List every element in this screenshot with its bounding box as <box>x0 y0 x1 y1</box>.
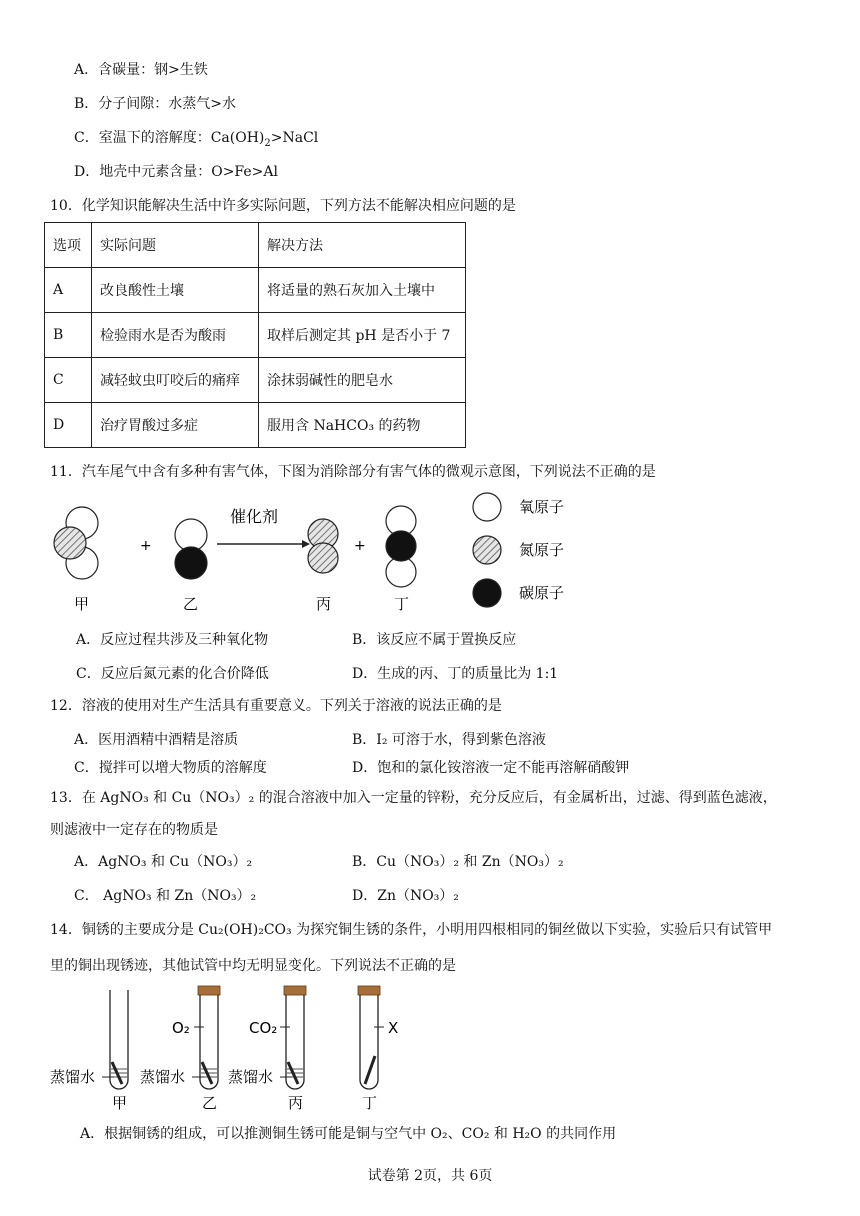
table-row <box>45 358 466 403</box>
table-cell: 减轻蚊虫叮咬后的痛痒 <box>92 358 259 403</box>
water-label: 蒸馏水 <box>228 1068 274 1086</box>
tube-label: 乙 <box>202 1094 218 1112</box>
test-tube-jia <box>110 990 128 1089</box>
q13-option-a: A．AgNO₃ 和 Cu（NO₃）₂ <box>74 854 253 870</box>
q11-option-b: B．该反应不属于置换反应 <box>352 632 517 648</box>
q12-option-a: A．医用酒精中酒精是溶质 <box>74 732 239 748</box>
table-header-row <box>45 223 466 268</box>
molecule-yi <box>175 519 207 579</box>
table-cell: 检验雨水是否为酸雨 <box>92 313 259 358</box>
q12-option-c: C．搅拌可以增大物质的溶解度 <box>74 760 267 776</box>
q9-option-a: A．含碳量：钢>生铁 <box>74 62 208 78</box>
table-cell: 涂抹弱碱性的肥皂水 <box>259 358 466 403</box>
tube-label: 丙 <box>288 1094 304 1112</box>
table-cell: 治疗胃酸过多症 <box>92 403 259 448</box>
table-header: 选项 <box>45 223 92 268</box>
test-tube-ding <box>358 986 384 1089</box>
table-cell: C <box>45 358 92 403</box>
q10-stem: 10．化学知识能解决生活中许多实际问题，下列方法不能解决相应问题的是 <box>50 198 516 214</box>
test-tube-yi <box>194 986 220 1089</box>
gas-label-x: X <box>388 1019 399 1037</box>
legend-label: 氧原子 <box>519 498 565 516</box>
legend <box>473 493 564 607</box>
table-cell: B <box>45 313 92 358</box>
table-cell: 改良酸性土壤 <box>92 268 259 313</box>
q14-stem-line2: 里的铜出现锈迹，其他试管中均无明显变化。下列说法不正确的是 <box>50 958 456 974</box>
reaction-diagram <box>40 492 600 620</box>
page-footer: 试卷第 2页，共 6页 <box>367 1168 493 1184</box>
water-label: 蒸馏水 <box>140 1068 186 1086</box>
q13-option-c: C． AgNO₃ 和 Zn（NO₃）₂ <box>74 888 257 904</box>
q11-option-c: C．反应后氮元素的化合价降低 <box>76 666 269 682</box>
table-cell: 取样后测定其 pH 是否小于 7 <box>259 313 466 358</box>
table-cell: A <box>45 268 92 313</box>
arrow-icon <box>217 540 310 548</box>
legend-label: 氮原子 <box>519 541 565 559</box>
table-row <box>45 268 466 313</box>
q13-stem-line1: 13．在 AgNO₃ 和 Cu（NO₃）₂ 的混合溶液中加入一定量的锌粉，充分反应后，有金属析出，过滤、得到蓝色滤液， <box>50 790 777 806</box>
q14-stem-line1: 14．铜锈的主要成分是 Cu₂(OH)₂CO₃ 为探究铜生锈的条件，小明用四根相同的铜丝做以下实验，实验后只有试管甲 <box>50 922 773 938</box>
table-cell: 将适量的熟石灰加入土壤中 <box>259 268 466 313</box>
q13-stem-line2: 则滤液中一定存在的物质是 <box>50 822 218 838</box>
molecule-label: 乙 <box>183 595 199 613</box>
q11-option-a: A．反应过程共涉及三种氧化物 <box>76 632 269 648</box>
q9-option-c: C．室温下的溶解度：$Ca(OH)_2>NaCl$ <box>74 130 319 149</box>
table-cell: 服用含 NaHCO₃ 的药物 <box>259 403 466 448</box>
q10-table <box>44 222 466 448</box>
table-header: 实际问题 <box>92 223 259 268</box>
q11-stem: 11．汽车尾气中含有多种有害气体，下图为消除部分有害气体的微观示意图，下列说法不正确的是 <box>50 464 656 480</box>
q9-option-b: B．分子间隙：水蒸气>水 <box>74 96 237 112</box>
table-row <box>45 403 466 448</box>
tube-label: 丁 <box>362 1094 378 1112</box>
molecule-bing <box>308 519 338 573</box>
molecule-jia <box>54 507 98 579</box>
table-row <box>45 313 466 358</box>
molecule-ding <box>386 506 416 587</box>
molecule-label: 丁 <box>394 595 410 613</box>
gas-label-o2: O₂ <box>172 1019 190 1037</box>
table-header: 解决方法 <box>259 223 466 268</box>
q12-option-d: D．饱和的氯化铵溶液一定不能再溶解硝酸钾 <box>352 760 630 776</box>
q13-option-b: B．Cu（NO₃）₂ 和 Zn（NO₃）₂ <box>352 854 564 870</box>
table-cell: D <box>45 403 92 448</box>
gas-label-co2: CO₂ <box>249 1019 278 1037</box>
q12-stem: 12．溶液的使用对生产生活具有重要意义。下列关于溶液的说法正确的是 <box>50 698 502 714</box>
q13-option-d: D．Zn（NO₃）₂ <box>352 888 459 904</box>
test-tube-bing <box>280 986 306 1089</box>
test-tube-diagram <box>44 984 424 1118</box>
tube-label: 甲 <box>112 1094 128 1112</box>
q11-option-d: D．生成的丙、丁的质量比为 1:1 <box>352 666 559 682</box>
plus-sign: + <box>140 538 152 554</box>
legend-label: 碳原子 <box>519 584 565 602</box>
q9-option-d: D．地壳中元素含量：O>Fe>Al <box>74 164 278 180</box>
q14-option-a: A．根据铜锈的组成，可以推测铜生锈可能是铜与空气中 O₂、CO₂ 和 H₂O 的共同作用 <box>80 1126 617 1142</box>
catalyst-label: 催化剂 <box>230 507 279 526</box>
water-label: 蒸馏水 <box>50 1068 96 1086</box>
plus-sign: + <box>354 538 366 554</box>
molecule-label: 甲 <box>74 595 90 613</box>
molecule-label: 丙 <box>316 595 332 613</box>
q12-option-b: B．I₂ 可溶于水，得到紫色溶液 <box>352 732 546 748</box>
